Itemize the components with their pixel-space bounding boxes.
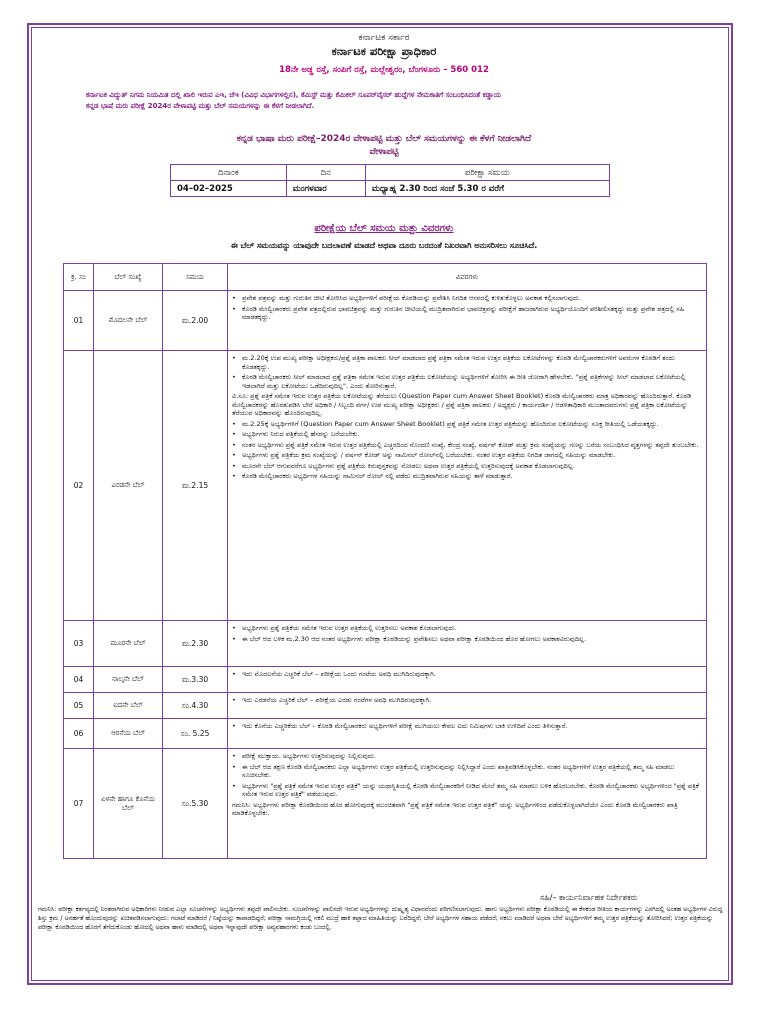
list-item: • ಕೊಠಡಿ ಮೇಲ್ವಿಚಾರಕರು ಸೀಲ್ ಮಾಡಲಾದ ಪ್ರಶ್ನೆ ಪತ್ರಿಕಾ ಸಮೇತ ಇರುವ ಉತ್ತರ ಪತ್ರಿಕೆಯ ಲಕೋಟೆಯನ್ನು ಅಭ್ಯರ್ಥಿಗಳಿಗೆ ತೋರಿಸಿ ಈ ರೀತಿ ಜೋರಾಗಿ ಹೇಳಬೇಕು. "ಪ್ರಶ್ನೆ ಪತ್ರಿಕೆಗಳನ್ನು ಸೀಲ್ ಮಾಡಲಾದ ಲಕೋಟೆಯಲ್ಲಿ ಇಡಲಾಗಿದೆ ಮತ್ತು ಲಕೋಟೆಯು ಒಡೆದಿರುವುದಿಲ್ಲ". ಎಂದು ತೋರಿಸುತ್ತಾರೆ. — [232, 373, 686, 390]
table-row — [64, 719, 707, 749]
row-serial: 07 — [64, 749, 94, 859]
list-item: • ಮ.2.25ಕ್ಕೆ ಅಭ್ಯರ್ಥಿಗಳಿಗೆ (Question Paper cum Answer Sheet Booklet) ಪ್ರಶ್ನೆ ಪತ್ರಿಕೆ ಸಮೇತ ಉತ್ತರ ಪತ್ರಿಕೆಯನ್ನು ಹೊಂದಿರುವ ಲಕೋಟೆಯನ್ನು ಸೂಕ್ತ ರೀತಿಯಲ್ಲಿ ಒಡೆಯತಕ್ಕದ್ದು. — [232, 419, 659, 428]
table-row — [64, 667, 707, 693]
authority-title: ಕರ್ನಾಟಕ ಪರೀಕ್ಷಾ ಪ್ರಾಧಿಕಾರ — [331, 44, 437, 58]
table-row — [64, 291, 707, 351]
footer-note: ಗಮನಿಸಿ: ಪರೀಕ್ಷಾ ಕರ್ತವ್ಯದಲ್ಲಿ ನಿರತರಾಗಿರುವ ಅಧಿಕಾರಿಗಳು ನೀಡುವ ಎಲ್ಲಾ ಸೂಚನೆಗಳನ್ನು ಅಭ್ಯರ್ಥಿಗಳು ತಪ್ಪದೇ ಪಾಲಿಸಬೇಕು. ಸೂಚನೆಗಳನ್ನು ಪಾಲಿಸದೇ ಇರುವ ಅಭ್ಯರ್ಥಿಗಳನ್ನು ದುಷ್ಕೃತ್ಯ ವಿಧಾನವೆಂದು ಪರಿಗಣಿಸಲಾಗುವುದು. ಹಾಗು ಅಭ್ಯರ್ಥಿಗಳು ಪರೀಕ್ಷಾ ಕೊಠಡಿಯಲ್ಲಿ ಈ ಕೆಳಕಂಡ ರೀತಿಯ ಕಾರ್ಯಗಳನ್ನು ಎಸಗಿದಲ್ಲಿ ಅಂತಹ ಅಭ್ಯರ್ಥಿಗಳ ವಿರುದ್ಧ ಶಿಸ್ತು ಕ್ರಮ / ಅನರ್ಹತೆ ಹೊಂದುವುದನ್ನು ಖಚಿತಪಡಿಸಲಾಗುವುದು: ಗಲಾಟೆ ಮಾಡಿದರೆ / ನಿಷ್ಠೆಯನ್ನು ಕಾಪಾಡದಿದ್ದರೆ; ಪರೀಕ್ಷಾ ಸಾಮಗ್ರಿಯಲ್ಲಿ ನಕಲಿ ಮುದ್ರೆ ಹಾಕಿ ತಪ್ಪಾದ ಮಾಹಿತಿಯನ್ನು ಬರೆದಿದ್ದರೆ; ಬೇರೆ ಅಭ್ಯರ್ಥಿಗಳ ಸಹಾಯ ಪಡೆದರೆ; ನಕಲು ಮಾಡಿದರೆ ಅಥವಾ ಬೇರೆ ಅಭ್ಯರ್ಥಿಗಳಿಗೆ ತಮ್ಮ ಉತ್ತರ ಪತ್ರಿಕೆಯನ್ನು ತೋರಿಸಿದರೆ; ಉತ್ತರ ಪತ್ರಿಕೆಯನ್ನು ಪರೀಕ್ಷಾ ಕೊಠಡಿಯಿಂದ ಹೊರಗೆ ತೆಗೆದುಕೊಂಡು ಹೋದಲ್ಲಿ ಅಥವಾ ಹಾಳು ಮಾಡಿದಲ್ಲಿ ಅಥವಾ ಇನ್ನಾವುದೇ ಪರೀಕ್ಷಾ ಅವ್ಯವಹಾರಗಳು ಕಂಡು ಬಂದಲ್ಲಿ. — [38, 906, 723, 931]
list-item: • ಕೊಠಡಿ ಮೇಲ್ವಿಚಾರಕರು ಅಭ್ಯರ್ಥಿಗಳ ಸಹಿಯನ್ನು ನಾಮಿನಲ್ ರೋಲ್ ನಲ್ಲಿ ಪಡೆದು ಮುದ್ರಿತವಾಗಿರುವ ಸಹಿಯನ್ನು ತಾಳೆ ಮಾಡುತ್ತಾರೆ. — [232, 472, 513, 480]
schedule-day: ಮಂಗಳವಾರ — [286, 181, 365, 197]
table-row — [64, 621, 707, 667]
list-item: • ನಂತರ ಅಭ್ಯರ್ಥಿಗಳು ಪ್ರಶ್ನೆ ಪತ್ರಿಕೆ ಸಮೇತ ಇರುವ ಉತ್ತರ ಪತ್ರಿಕೆಯಲ್ಲಿ ಎಚ್ಚರದಿಂದ ನೊಂದಣಿ ಸಂಖ್ಯೆ, ಕೇಂದ್ರ ಸಂಖ್ಯೆ, ವರ್ಷನ್ ಕೋಡ್ ಮತ್ತು ಕ್ರಮ ಸಂಖ್ಯೆಯನ್ನು ಗಣನ್ನು ಬರೆಯ ಸಂಬಂಧಿಸಿದ ವೃತ್ತಗಳನ್ನು ತಪ್ಪದೇ ತುಂಬಬೇಕು. — [232, 440, 699, 449]
row-bell: ಆರನೆಯ ಬೆಲ್ — [94, 719, 163, 749]
list-item: • ಪರೀಕ್ಷೆ ಮುಕ್ತಾಯ. ಅಭ್ಯರ್ಥಿಗಳು ಉತ್ತರಿಸುವುದನ್ನು ನಿಲ್ಲಿಸುವುದು. — [232, 752, 376, 760]
intro-line-1: ಕರ್ನಾಟಕ ವಿದ್ಯುತ್ ನಿಗಮ ನಿಯಮಿತ ದಲ್ಲಿ ಖಾಲಿ ಇರುವ ಎಇ, ಜೆಇ (ವಿವಿಧ ವಿಭಾಗಗಳಲ್ಲಿನ), ಕೆಮಿಸ್ಟ್ ಮತ್ತು ಕೆಮಿಕಲ್ ಸೂಪರ್‌ವೈಸರ್ ಹುದ್ದೆಗಳ ನೇಮಕಾತಿಗೆ ಸಂಬಂಧಿಸಿದಂತೆ ಕಡ್ಡಾಯ — [86, 91, 501, 99]
list-item: • ಈ ಬೆಲ್ ಆದ ಬಳಿಕ ಮ.2.30 ಆದ ನಂತರ ಅಭ್ಯರ್ಥಿಗಳು ಪರೀಕ್ಷಾ ಕೊಠಡಿಯನ್ನು ಪ್ರವೇಶಿಸಲು ಅಥವಾ ಪರೀಕ್ಷಾ ಕೊಠಡಿಯಿಂದ ಹೊರ ಹೋಗಲು ಅವಕಾಶವಿರುವುದಿಲ್ಲ. — [232, 634, 587, 643]
schedule-header-time: ಪರೀಕ್ಷಾ ಸಮಯ — [365, 165, 609, 181]
table-row — [64, 749, 707, 859]
note-item: ವಿ.ಸೂ: ಪ್ರಶ್ನೆ ಪತ್ರಿಕೆ ಸಮೇತ ಇರುವ ಉತ್ತರ ಪತ್ರಿಕೆಯ ಲಕೋಟೆಯನ್ನು ತೆರೆಯಲು (Question Paper cum Answer Sheet Booklet) ಕೊಠಡಿ ಮೇಲ್ವಿಚಾರಕರು ಮಾತ್ರ ಅಧಿಕಾರವನ್ನು ಹೊಂದಿರುತ್ತಾರೆ. ಕೊಠಡಿ ಮೇಲ್ವಿಚಾರಕರನ್ನು ಹೊರತುಪಡಿಸಿ ಬೇರೆ ಅಧಿಕಾರಿ / ಸಿಬ್ಬಂದಿ ವರ್ಗ/ ಉಪ ಮುಖ್ಯ ಪರೀಕ್ಷಾ ಅಧೀಕ್ಷಕರು / ಪ್ರಶ್ನೆ ಪತ್ರಿಕಾ ಪಾಲಕರು / ಅಧ್ಯಕ್ಷರು / ಕಾರ್ಯದರ್ಶಿ / ಆಡಳಿತಾಧಿಕಾರಿ ಮುಂತಾದವರುಗಳು ಪ್ರಶ್ನೆ ಪತ್ರಿಕಾ ಲಕೋಟೆಯನ್ನು ತೆರೆಯುವ ಅಧಿಕಾರವನ್ನು ಹೊಂದಿರುವುದಿಲ್ಲ. — [232, 392, 692, 417]
row-time: ಮ.3.30 — [163, 667, 228, 693]
list-item: • ಇದು ಮೊದಲನೆಯ ಎಚ್ಚರಿಕೆ ಬೆಲ್ – ಪರೀಕ್ಷೆಯ ಒಂದು ಗಂಟೆಯ ಅವಧಿ ಮುಗಿದಿರುವುದಕ್ಕಾಗಿ. — [232, 670, 436, 678]
col-header-serial: ಕ್ರ. ಸಂ — [64, 264, 94, 291]
row-serial: 05 — [64, 693, 94, 719]
list-item: • ಇದು ಕೊನೆಯ ಎಚ್ಚರಿಕೆಯ ಬೆಲ್ – ಕೊಠಡಿ ಮೇಲ್ವಿಚಾರಕರು ಅಭ್ಯರ್ಥಿಗಳಿಗೆ ಪರೀಕ್ಷೆ ಮುಗಿಯಲು ಕೇವಲ ಐದು ನಿಮಿಷಗಳು ಬಾಕಿ ಉಳಿದಿವೆ ಎಂದು ತಿಳಿಸುತ್ತಾರೆ. — [232, 722, 568, 730]
schedule-header-day: ದಿನ — [286, 165, 365, 181]
row-serial: 01 — [64, 291, 94, 351]
row-time: ಮ.2.00 — [163, 291, 228, 351]
intro-line-2: ಕನ್ನಡ ಭಾಷೆ ಮರು ಪರೀಕ್ಷೆ 2024ರ ವೇಳಾಪಟ್ಟಿ ಮತ್ತು ಬೆಲ್ ಸಮಯಗಳನ್ನು ಈ ಕೆಳಗೆ ನೀಡಲಾಗಿದೆ. — [86, 102, 315, 110]
row-details — [228, 621, 707, 667]
row-bell: ಎರಡನೇ ಬೆಲ್ — [94, 351, 163, 621]
row-bell: ಮೂರನೇ ಬೆಲ್ — [94, 621, 163, 667]
row-bell: ಐದನೇ ಬೆಲ್ — [94, 693, 163, 719]
list-item: • ಕೊಠಡಿ ಮೇಲ್ವಿಚಾರಕರು ಪ್ರವೇಶ ಪತ್ರದಲ್ಲಿರುವ ಭಾವಚಿತ್ರವನ್ನು ಮತ್ತು ಗುರುತಿನ ಚೀಟಿಯಲ್ಲಿ ಮುದ್ರಿತವಾಗಿರುವ ಭಾವಚಿತ್ರವನ್ನು ಪರೀಕ್ಷೆಗೆ ಹಾಜರಾಗಿರುವ ಅಭ್ಯರ್ಥಿಯೊಂದಿಗೆ ಪರಿಶೀಲಿಸತಕ್ಕದ್ದು ಮತ್ತು ಪ್ರವೇಶ ಪತ್ರದಲ್ಲಿ ಸಹಿ ಮಾಡತಕ್ಕದ್ದು. — [232, 304, 685, 321]
bell-section-heading: ಪರೀಕ್ಷೆಯ ಬೆಲ್ ಸಮಯ ಮತ್ತು ವಿವರಗಳು — [314, 223, 454, 234]
col-header-bell: ಬೆಲ್ ಸಂಖ್ಯೆ — [94, 264, 163, 291]
row-bell: ಏಳನೇ ಹಾಗೂ ಕೊನೆಯ ಬೆಲ್ — [94, 749, 163, 859]
row-time: ಮ.2.15 — [163, 351, 228, 621]
schedule-header-date: ದಿನಾಂಕ — [171, 165, 287, 181]
list-item: • ಮೂರನೇ ಬೆಲ್ ಆಗುವವರೆಗೂ ಅಭ್ಯರ್ಥಿಗಳು ಪ್ರಶ್ನೆ ಪತ್ರಿಕೆಯ ಕಿರುಪುಸ್ತಕವನ್ನು ನೋಡಲು ಅಥವಾ ಉತ್ತರ ಪತ್ರಿಕೆಯಲ್ಲಿ ಉತ್ತರಿಸುವುದಕ್ಕೆ ಅವಕಾಶ ಕೊಡಲಾಗುವುದಿಲ್ಲ. — [232, 461, 575, 470]
row-time: ಮ.2.30 — [163, 621, 228, 667]
bell-section-subheading: ಈ ಬೆಲ್ ಸಮಯವನ್ನು ಯಾವುದೇ ಬದಲಾವಣೆ ಮಾಡದೆ ಅಥವಾ ದೂರು ಬರದಂತೆ ನಿಖರವಾಗಿ ಅನುಸರಿಸಲು ಸೂಚಿಸಿದೆ. — [230, 241, 538, 250]
row-details — [228, 719, 707, 749]
list-item: • ಅಭ್ಯರ್ಥಿಗಳು ನಿರುದ ಪತ್ರಿಕೆಯಲ್ಲಿ ಹೆಸರನ್ನು ಬರೆಯಬೇಕು. — [232, 430, 360, 438]
authority-address: 18ನೇ ಅಡ್ಡ ರಸ್ತೆ, ಸಂಪಿಗೆ ರಸ್ತೆ, ಮಲ್ಲೇಶ್ವರಂ, ಬೆಂಗಳೂರು – 560 012 — [279, 65, 489, 75]
row-serial: 04 — [64, 667, 94, 693]
table-row — [64, 351, 707, 621]
list-item: • ಈ ಬೆಲ್ ಆದ ತಕ್ಷಣ ಕೊಠಡಿ ಮೇಲ್ವಿಚಾರಕರು ಎಲ್ಲಾ ಅಭ್ಯರ್ಥಿಗಳು ಉತ್ತರ ಪತ್ರಿಕೆಯಲ್ಲಿ ಉತ್ತರಿಸುವುದನ್ನು ನಿಲ್ಲಿಸಿದ್ದಾರೆ ಎಂದು ಖಾತ್ರಿಪಡಿಸಿಕೊಳ್ಳಬೇಕು. ನಂತರ ಅಭ್ಯರ್ಥಿಗಳಿಗೆ ಉತ್ತರ ಪತ್ರಿಕೆಯಲ್ಲಿ ತಮ್ಮ ಸಹಿ ಮಾಡಲು ಸೂಚಿಸಬೇಕು. — [232, 762, 675, 779]
schedule-time: ಮಧ್ಯಾಹ್ನ 2.30 ರಿಂದ ಸಂಜೆ 5.30 ರ ವರೆಗೆ — [365, 181, 609, 197]
col-header-details: ವಿವರಗಳು — [228, 264, 707, 291]
intro-text — [86, 90, 686, 112]
row-details — [228, 693, 707, 719]
bell-schedule-table — [63, 263, 707, 859]
list-item: • ಮ.2.20ಕ್ಕೆ ಉಪ ಮುಖ್ಯ ಪರೀಕ್ಷಾ ಅಧೀಕ್ಷಕರು/ಪ್ರಶ್ನೆ ಪತ್ರಿಕಾ ಪಾಲಕರು ಸೀಲ್ ಮಾಡಲಾದ ಪ್ರಶ್ನೆ ಪತ್ರಿಕಾ ಸಮೇತ ಇರುವ ಉತ್ತರ ಪತ್ರಿಕೆಯ ಲಕೋಟೆಗಳನ್ನು ಕೊಠಡಿ ಮೇಲ್ವಿಚಾರಕರುಗಳಿಗೆ ಅವರುಗಳ ಕೊಠಡಿಗೆ ತಂದು ಕೊಡತಕ್ಕದ್ದು. — [232, 354, 675, 371]
list-item: • ಅಭ್ಯರ್ಥಿಗಳು "ಪ್ರಶ್ನೆ ಪತ್ರಿಕೆ ಸಮೇತ ಇರುವ ಉತ್ತರ ಪತ್ರಿಕೆ" ಯನ್ನು ಯಥಾಸ್ಥಿತಿಯಲ್ಲಿ ಕೊಠಡಿ ಮೇಲ್ವಿಚಾರಕರಿಗೆ ನೀಡಿದ ಮೇಲೆ ತಮ್ಮ ಸಹಿ ಮಾಡಲು ಬಳಿಕ ಹೊರಬರಬೇಕು. ಕೊಠಡಿ ಮೇಲ್ವಿಚಾರಕರು ಅಭ್ಯರ್ಥಿಗಳಿಂದ "ಪ್ರಶ್ನೆ ಪತ್ರಿಕೆ ಸಮೇತ ಇರುವ ಉತ್ತರ ಪತ್ರಿಕೆ" ಪಡೆಯುವುದು. — [232, 781, 699, 798]
row-bell: ನಾಲ್ಕನೇ ಬೆಲ್ — [94, 667, 163, 693]
subtitle-line-1: ಕನ್ನಡ ಭಾಷಾ ಮರು ಪರೀಕ್ಷೆ–2024ರ ವೇಳಾಪಟ್ಟಿ ಮತ್ತು ಬೆಲ್ ಸಮಯಗಳನ್ನು ಈ ಕೆಳಗೆ ನೀಡಲಾಗಿದೆ — [236, 134, 532, 144]
row-details — [228, 749, 707, 859]
schedule-date: 04–02–2025 — [171, 181, 287, 197]
row-time: ಸಂ.4.30 — [163, 693, 228, 719]
row-bell: ಮೊದಲನೇ ಬೆಲ್ — [94, 291, 163, 351]
schedule-subtitle — [0, 133, 768, 159]
table-row — [64, 693, 707, 719]
row-time: ಸಂ.5.30 — [163, 749, 228, 859]
row-details — [228, 667, 707, 693]
row-serial: 03 — [64, 621, 94, 667]
list-item: • ಅಭ್ಯರ್ಥಿಗಳು ಪ್ರಶ್ನೆ ಪತ್ರಿಕೆಯ ಸಮೇತ ಇರುವ ಉತ್ತರ ಪತ್ರಿಕೆಯಲ್ಲಿ ಉತ್ತರಿಸಲು ಅವಕಾಶ ಕೊಡಲಾಗುವುದು. — [232, 624, 457, 632]
list-item: • ಅಭ್ಯರ್ಥಿಗಳು ಪ್ರಶ್ನೆ ಪತ್ರಿಕೆಯ ಕ್ರಮ ಸಂಖ್ಯೆಯನ್ನು / ವರ್ಷನ್ ಕೋಡ್ ಅನ್ನು ನಾಮಿನಲ್ ರೋಲ್‌ನಲ್ಲಿ ಬರೆಯಬೇಕು. ನಂತರ ಉತ್ತರ ಪತ್ರಿಕೆಯ ನಿಗದಿತ ಜಾಗದಲ್ಲಿ ಸಹಿಯನ್ನು ಮಾಡಬೇಕು. — [232, 451, 616, 459]
row-serial: 02 — [64, 351, 94, 621]
exam-schedule-table — [170, 164, 610, 197]
note-item: ಗಮನಿಸಿ: ಅಭ್ಯರ್ಥಿಗಳು ಪರೀಕ್ಷಾ ಕೊಠಡಿಯಿಂದ ಹೊರ ಹೋಗುವುದಕ್ಕೆ ಮುಂಚಿತವಾಗಿ "ಪ್ರಶ್ನೆ ಪತ್ರಿಕೆ ಸಮೇತ ಇರುವ ಉತ್ತರ ಪತ್ರಿಕೆ" ಯನ್ನು ಅಭ್ಯರ್ಥಿಗಳಿಂದ ಪಡೆದುಕೊಳ್ಳಲಾಗಿದೆಯೇ ಎಂದು ಕೊಠಡಿ ಮೇಲ್ವಿಚಾರಕರು ಖಾತ್ರಿ ಮಾಡಿಕೊಳ್ಳಬೇಕು. — [232, 800, 678, 817]
col-header-time: ಸಮಯ — [163, 264, 228, 291]
government-label: ಕರ್ನಾಟಕ ಸರ್ಕಾರ — [358, 33, 410, 43]
signature-line: ಸಹಿ/– ಕಾರ್ಯನಿರ್ವಾಹಕ ನಿರ್ದೇಶಕರು — [540, 893, 638, 902]
row-details — [228, 351, 707, 621]
list-item: • ಇದು ಎರಡನೆಯ ಎಚ್ಚರಿಕೆ ಬೆಲ್ – ಪರೀಕ್ಷೆಯ ಎರಡು ಗಂಟೆಗಳ ಅವಧಿ ಮುಗಿದಿರುವುದಕ್ಕಾಗಿ. — [232, 696, 432, 704]
row-details — [228, 291, 707, 351]
list-item: • ಪ್ರವೇಶ ಪತ್ರವನ್ನು ಮತ್ತು ಗುರುತಿನ ಚೀಟಿ ತೋರಿಸಿದ ಅಭ್ಯರ್ಥಿಗಳಿಗೆ ಪರೀಕ್ಷೆಯ ಕೊಠಡಿಯನ್ನು ಪ್ರವೇಶಿಸಿ ನಿಗದಿತ ಆಸನದಲ್ಲಿ ಕುಳಿತುಕೊಳ್ಳಲು ಅವಕಾಶ ಕಲ್ಪಿಸಲಾಗುವುದು. — [232, 294, 582, 302]
row-serial: 06 — [64, 719, 94, 749]
row-time: ಸಂ. 5.25 — [163, 719, 228, 749]
subtitle-line-2: ವೇಳಾಪಟ್ಟಿ — [369, 147, 399, 157]
